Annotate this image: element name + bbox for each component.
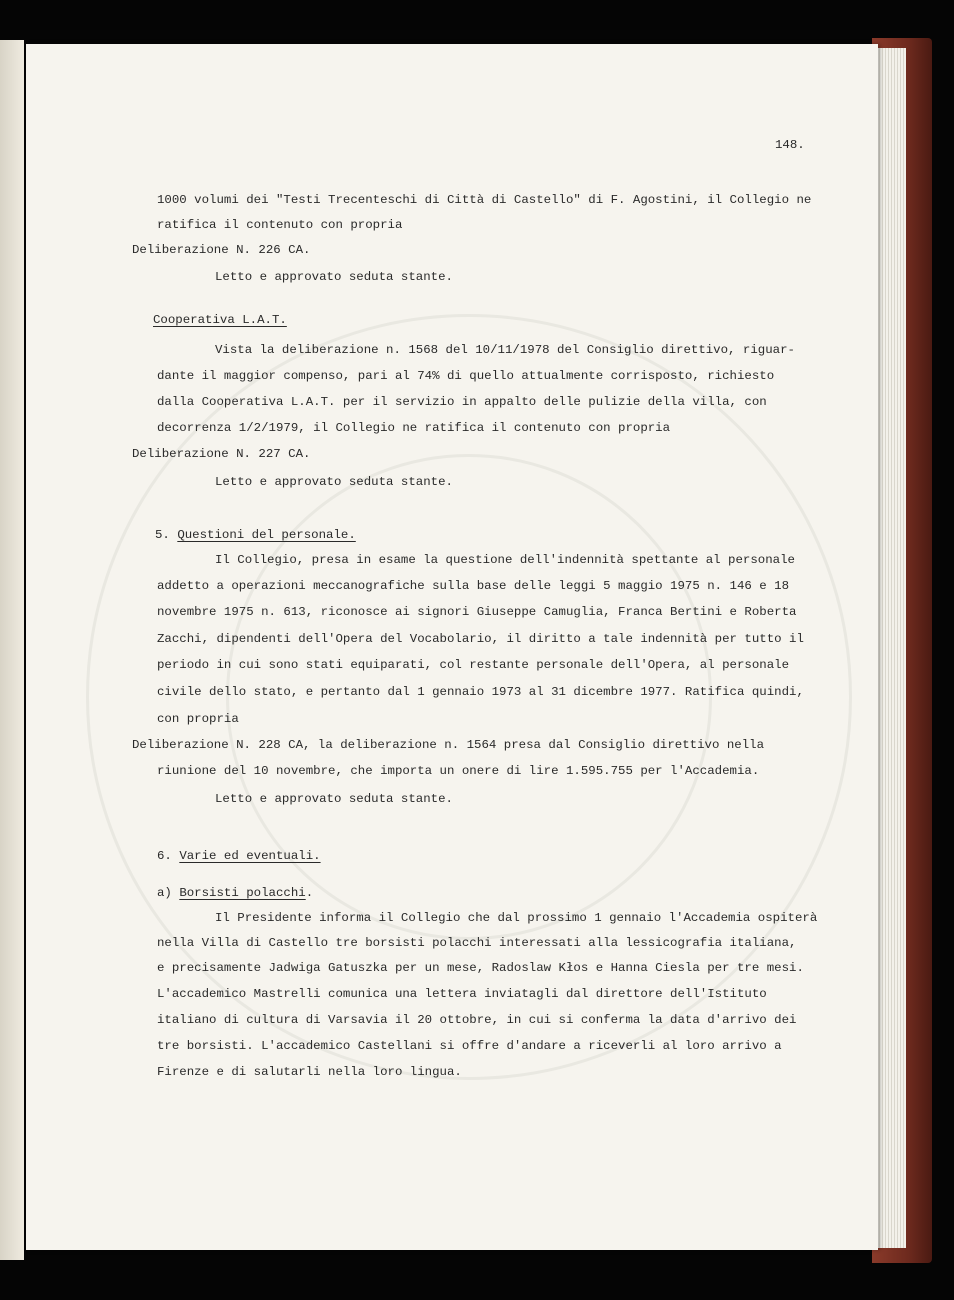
heading-text: Borsisti polacchi: [179, 886, 306, 900]
text-line: decorrenza 1/2/1979, il Collegio ne ratifica il contenuto con propria: [157, 421, 671, 435]
heading-number: 6.: [157, 849, 180, 863]
page-number: 148.: [775, 138, 805, 152]
text-line: Il Collegio, presa in esame la questione dell'indennità spettante al personale: [215, 553, 795, 567]
text-line: Deliberazione N. 228 CA, la deliberazione n. 1564 presa dal Consiglio direttivo nella: [132, 738, 765, 752]
heading-text: Questioni del personale.: [177, 528, 356, 542]
text-line: Vista la deliberazione n. 1568 del 10/11/1978 del Consiglio direttivo, riguar-: [215, 343, 795, 357]
heading-number: a): [157, 886, 180, 900]
text-line: tre borsisti. L'accademico Castellani si offre d'andare a riceverli al loro arrivo a: [157, 1039, 782, 1053]
text-line: dante il maggior compenso, pari al 74% di quello attualmente corrisposto, richiesto: [157, 369, 775, 383]
heading-cooperativa: Cooperativa L.A.T.: [153, 313, 287, 327]
heading-suffix: .: [305, 886, 314, 900]
text-line: nella Villa di Castello tre borsisti polacchi interessati alla lessicografia italiana,: [157, 936, 797, 950]
text-line: e precisamente Jadwiga Gatuszka per un mese, Radoslaw Kłos e Hanna Ciesla per tre mesi.: [157, 961, 804, 975]
text-line: Firenze e di salutarli nella loro lingua.: [157, 1065, 462, 1079]
text-line: con propria: [157, 712, 239, 726]
text-line: novembre 1975 n. 613, riconosce ai signori Giuseppe Camuglia, Franca Bertini e Roberta: [157, 605, 797, 619]
text-line: Letto e approvato seduta stante.: [215, 270, 453, 284]
text-line: Letto e approvato seduta stante.: [215, 475, 453, 489]
text-line: Deliberazione N. 226 CA.: [132, 243, 311, 257]
text-line: civile dello stato, e pertanto dal 1 gennaio 1973 al 31 dicembre 1977. Ratifica quindi,: [157, 685, 804, 699]
text-line: Deliberazione N. 227 CA.: [132, 447, 311, 461]
heading-number: 5.: [155, 528, 178, 542]
text-line: riunione del 10 novembre, che importa un onere di lire 1.595.755 per l'Accademia.: [157, 764, 760, 778]
text-line: addetto a operazioni meccanografiche sulla base delle leggi 5 maggio 1975 n. 146 e 18: [157, 579, 790, 593]
text-line: dalla Cooperativa L.A.T. per il servizio in appalto delle pulizie della villa, con: [157, 395, 767, 409]
heading-text: Varie ed eventuali.: [179, 849, 321, 863]
text-line: 1000 volumi dei "Testi Trecenteschi di Città di Castello" di F. Agostini, il Collegio ne: [157, 193, 812, 207]
text-line: ratifica il contenuto con propria: [157, 218, 403, 232]
text-line: L'accademico Mastrelli comunica una lettera inviatagli dal direttore dell'Istituto: [157, 987, 767, 1001]
heading-borsisti: [157, 885, 313, 901]
text-line: italiano di cultura di Varsavia il 20 ottobre, in cui si conferma la data d'arrivo dei: [157, 1013, 797, 1027]
left-page-edge: [0, 40, 24, 1260]
text-line: Zacchi, dipendenti dell'Opera del Vocabolario, il diritto a tale indennità per tutto il: [157, 632, 804, 646]
heading-questioni: [155, 527, 356, 543]
text-line: Il Presidente informa il Collegio che dal prossimo 1 gennaio l'Accademia ospiterà: [215, 911, 818, 925]
text-line: Letto e approvato seduta stante.: [215, 792, 453, 806]
text-line: periodo in cui sono stati equiparati, col restante personale dell'Opera, al personale: [157, 658, 790, 672]
heading-varie: [157, 848, 321, 864]
